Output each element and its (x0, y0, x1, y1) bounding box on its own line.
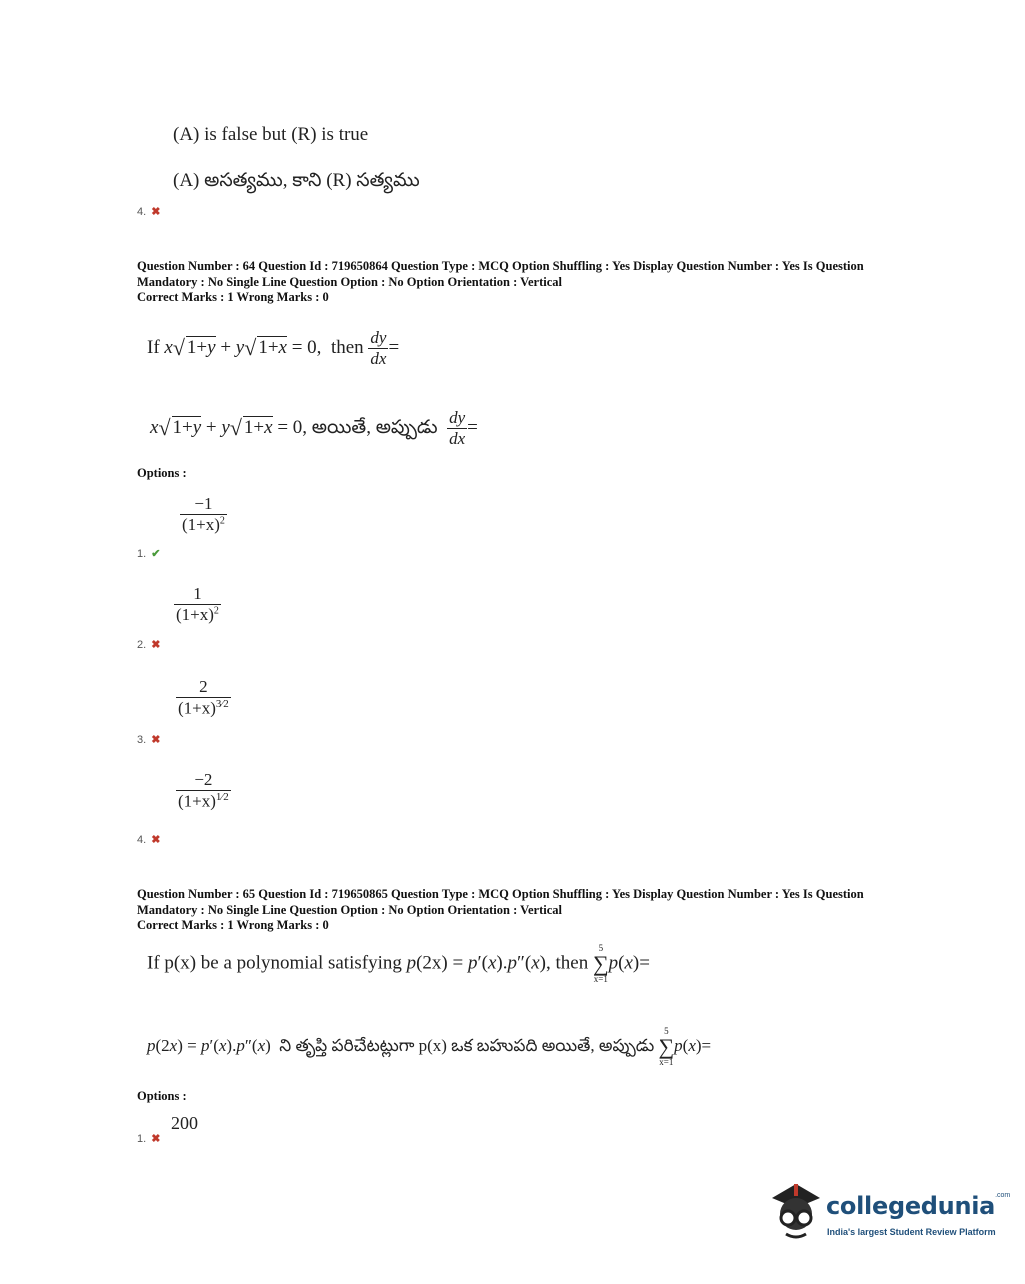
stem-prefix: If p(x) be a polynomial satisfying (147, 952, 402, 974)
meta-line: Correct Marks : 1 Wrong Marks : 0 (137, 918, 329, 932)
correct-icon: ✔ (151, 548, 161, 560)
option-1-label: 1. ✖ (137, 1133, 161, 1145)
meta-line: Question Number : 64 Question Id : 719650864 Question Type : MCQ Option Shuffling : Yes Display Question Number : Yes Is Question (137, 259, 864, 273)
wrong-icon: ✖ (151, 1133, 161, 1145)
wrong-icon: ✖ (151, 834, 161, 846)
statement-te: (A) అసత్యము, కాని (R) సత్యము (173, 170, 420, 191)
meta-line: Mandatory : No Single Line Question Option : No Option Orientation : Vertical (137, 902, 563, 917)
options-title: Options : (137, 1089, 187, 1103)
option-4-value: $\frac{-2}{(1+x)^{1⁄2}}$ (178, 770, 229, 811)
question-64-meta (137, 259, 897, 306)
statement-en: (A) is false but (R) is true (173, 124, 369, 145)
question-65-stem-te: p(2x) = p′(x).p″(x) ని తృప్తి పరిచేటట్లుగా p(x) ఒక బహుపది అయితే, అప్పుడు 5 ∑ x=1 p(x)= (147, 1026, 712, 1067)
stem-prefix: If (147, 336, 160, 358)
meta-line: Mandatory : No Single Line Question Option : No Option Orientation : Vertical (137, 274, 563, 289)
stem-then: , then (546, 952, 589, 974)
option-4-label: 4. ✖ (137, 834, 161, 846)
meta-line: Correct Marks : 1 Wrong Marks : 0 (137, 290, 329, 304)
question-65-stem-en: If p(x) be a polynomial satisfying p(2x) = p′(x).p″(x), then 5 ∑ x=1 p(x)= (147, 943, 650, 984)
wrong-icon: ✖ (151, 206, 161, 218)
logo-name: collegedunia (826, 1192, 996, 1220)
option-number: 4. (137, 206, 147, 218)
meta-line: Question Number : 65 Question Id : 719650865 Question Type : MCQ Option Shuffling : Yes Display Question Number : Yes Is Question (137, 887, 864, 901)
stem-te-suffix: ని తృప్తి పరిచేటట్లుగా p(x) ఒక బహుపది అయితే, అప్పుడు (279, 1035, 655, 1055)
option-1-label: 1. ✔ (137, 548, 161, 560)
option-4-label (137, 205, 160, 218)
logo-suffix: .com (995, 1192, 1011, 1199)
options-title: Options : (137, 466, 187, 480)
collegedunia-logo-icon (766, 1178, 826, 1248)
option-3-label: 3. ✖ (137, 734, 161, 746)
logo-tagline: India's largest Student Review Platform (827, 1227, 996, 1237)
question-64-stem-en: If x√ 1+y + y√ 1+x = 0, then $\frac{dy}{dx}$ = (147, 328, 400, 368)
wrong-icon: ✖ (151, 639, 161, 651)
stem-te-suffix: అయితే, అప్పుడు (311, 416, 438, 438)
collegedunia-logo (826, 1192, 1010, 1220)
stem-then: then (330, 336, 364, 358)
option-1-value: 200 (171, 1113, 198, 1133)
option-2-label: 2. ✖ (137, 639, 161, 651)
option-2-value: $\frac{1}{(1+x)^2}$ (176, 584, 219, 624)
option-3-value: $\frac{2}{(1+x)^{3⁄2}}$ (178, 677, 229, 718)
question-65-meta (137, 887, 897, 934)
option-1-value: $\frac{-1}{(1+x)^2}$ (182, 494, 225, 534)
question-64-stem-te: x√ 1+y + y√ 1+x = 0, అయితే, అప్పుడు $\frac{dy}{dx}$ = (150, 408, 478, 448)
wrong-icon: ✖ (151, 734, 161, 746)
